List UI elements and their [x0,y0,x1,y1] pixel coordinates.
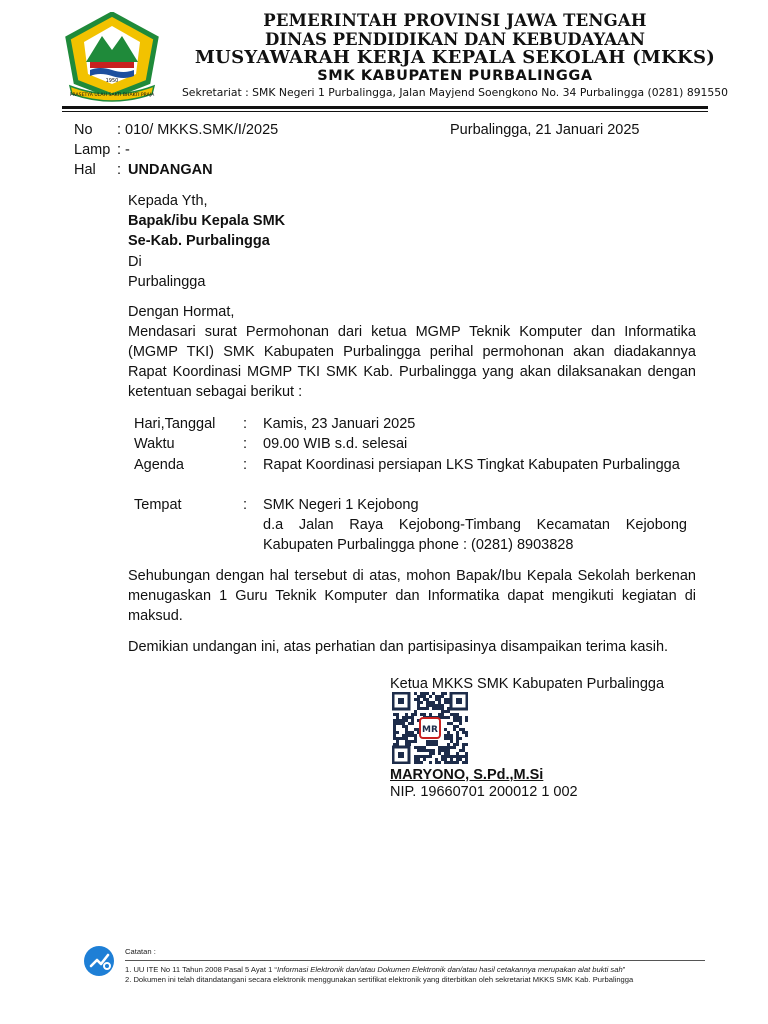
qr-module [417,749,420,752]
qr-module [417,761,420,764]
qr-module [444,755,447,758]
qr-module [453,743,456,746]
qr-module [456,725,459,728]
qr-module [444,701,447,704]
qr-module [444,716,447,719]
qr-module [411,731,414,734]
qr-module [426,698,429,701]
place-date: Purbalingga, 21 Januari 2025 [450,122,640,138]
qr-module [453,719,456,722]
detail-label-time: Waktu [134,436,175,452]
qr-module [405,725,408,728]
letterhead-address: Sekretariat : SMK Negeri 1 Purbalingga, Jalan Mayjend Soengkono No. 34 Purbalingga (0281) 891550 [181,86,729,99]
qr-module [402,725,405,728]
qr-module [444,737,447,740]
recipient-city: Purbalingga [128,274,206,290]
qr-module [438,698,441,701]
qr-module [414,737,417,740]
qr-module [405,719,408,722]
qr-module [426,740,429,743]
qr-module [426,749,429,752]
qr-module [426,743,429,746]
qr-module [441,746,444,749]
qr-module [417,755,420,758]
qr-module [447,755,450,758]
qr-module [405,734,408,737]
qr-module [429,701,432,704]
qr-module [432,740,435,743]
footer-rule [125,960,705,961]
qr-module [429,761,432,764]
signer-nip: NIP. 19660701 200012 1 002 [390,784,578,800]
qr-module [405,716,408,719]
qr-module [450,734,453,737]
qr-module [411,722,414,725]
recipient-greeting: Kepada Yth, [128,193,208,209]
qr-module [465,743,468,746]
qr-module [399,719,402,722]
qr-module [393,725,396,728]
qr-module [450,740,453,743]
qr-module [405,713,408,716]
qr-module [432,692,435,695]
detail-colon-time: : [243,436,248,452]
qr-module [462,761,465,764]
qr-module [402,722,405,725]
esign-icon [82,944,116,978]
qr-module [453,725,456,728]
qr-module [420,755,423,758]
qr-module [453,755,456,758]
qr-module [423,746,426,749]
qr-module [414,746,417,749]
qr-module [426,692,429,695]
qr-module [405,737,408,740]
qr-module [423,698,426,701]
qr-module [456,719,459,722]
qr-module [444,734,447,737]
qr-module [429,713,432,716]
qr-module [453,716,456,719]
qr-module [456,731,459,734]
qr-module [456,758,459,761]
qr-module [450,755,453,758]
qr-module [423,758,426,761]
qr-module [426,707,429,710]
qr-module [438,761,441,764]
logo-year: 1950 [105,78,119,84]
qr-module [435,740,438,743]
qr-module [465,761,468,764]
qr-module [408,722,411,725]
letterhead-rule-thick [62,106,708,109]
request-paragraph: Sehubungan dengan hal tersebut di atas, mohon Bapak/Ibu Kepala Sekolah berkenan menugaskan 1 Guru Teknik Komputer dan Informatika dapat mengikuti kegiatan di maksud. [128,568,696,624]
footer-note-1-prefix: 1. UU ITE No 11 Tahun 2008 Pasal 5 Ayat 1 “ [125,965,277,974]
hal-colon: : [117,162,122,178]
qr-module [393,734,396,737]
qr-module [402,737,405,740]
lamp-value: : - [117,142,130,158]
qr-module [393,737,396,740]
qr-module [423,695,426,698]
qr-module [459,716,462,719]
qr-module [414,740,417,743]
detail-colon-agenda: : [243,457,248,473]
qr-module [423,755,426,758]
qr-module [414,734,417,737]
footer-note-2: 2. Dokumen ini telah ditandatangani secara elektronik menggunakan sertifikat elektronik yang diterbitkan oleh sekretariat MKKS SMK Kab. Purbalingga [125,975,634,984]
qr-module [432,707,435,710]
signer-title: Ketua MKKS SMK Kabupaten Purbalingga [390,676,665,692]
qr-module [453,728,456,731]
qr-module [408,731,411,734]
qr-module [435,704,438,707]
qr-module [444,752,447,755]
qr-module [435,743,438,746]
qr-module [405,728,408,731]
intro-paragraph: Mendasari surat Permohonan dari ketua MGMP Teknik Komputer dan Informatika (MGMP TKI) SMK Kabupaten Purbalingga perihal permohonan akan diadakannya Rapat Koordinasi MGMP TKI SMK Kab. Purbalingga yang akan dilaksanakan dengan ketentuan sebagai berikut : [128,324,696,400]
qr-module [459,749,462,752]
qr-module [429,695,432,698]
qr-module [453,713,456,716]
qr-module [447,722,450,725]
qr-module [402,716,405,719]
qr-module [408,734,411,737]
qr-module [438,713,441,716]
qr-module [447,743,450,746]
salutation: Dengan Hormat, [128,304,235,320]
qr-module [441,758,444,761]
qr-module [408,716,411,719]
qr-module [438,701,441,704]
qr-module [426,701,429,704]
detail-value-date: Kamis, 23 Januari 2025 [263,416,416,432]
qr-module [396,737,399,740]
hal-value: UNDANGAN [128,162,213,178]
qr-module [459,722,462,725]
qr-module [432,701,435,704]
qr-module [456,743,459,746]
qr-module [417,695,420,698]
qr-module [447,761,450,764]
qr-module [420,701,423,704]
qr-module [456,761,459,764]
qr-module [465,731,468,734]
qr-module [444,761,447,764]
qr-module [444,746,447,749]
qr-module [435,707,438,710]
qr-code [392,692,468,764]
qr-module [429,740,432,743]
qr-module [441,704,444,707]
qr-module [456,737,459,740]
detail-colon-date: : [243,416,248,432]
qr-module [414,710,417,713]
detail-label-place: Tempat [134,497,182,513]
qr-module [447,716,450,719]
letterhead-rule-thin [62,111,708,112]
qr-module [414,755,417,758]
footer-note-1-italic: Informasi Elektronik dan/atau Dokumen Elektronik dan/atau hasil cetakannya merupakan alat bukti sah [276,965,623,974]
qr-module [441,692,444,695]
qr-module [459,755,462,758]
qr-module [435,695,438,698]
qr-module [456,716,459,719]
qr-module [393,728,396,731]
qr-module [414,758,417,761]
qr-module [417,746,420,749]
detail-value-place: SMK Negeri 1 Kejobong [263,497,419,513]
qr-module [441,707,444,710]
qr-module [441,755,444,758]
qr-module [450,746,453,749]
qr-center-logo: MR [422,725,438,735]
qr-module [453,761,456,764]
qr-module [450,737,453,740]
qr-module [423,713,426,716]
qr-module [438,695,441,698]
qr-module [465,734,468,737]
qr-module [444,692,447,695]
qr-module [456,734,459,737]
qr-module [432,749,435,752]
qr-module [393,722,396,725]
recipient-di: Di [128,254,142,270]
qr-module [450,761,453,764]
letterhead-line1: PEMERINTAH PROVINSI JAWA TENGAH [263,11,647,30]
qr-module [429,743,432,746]
qr-module [441,713,444,716]
lamp-label: Lamp [74,142,111,158]
qr-module [393,731,396,734]
qr-module [465,755,468,758]
qr-module [438,746,441,749]
qr-module [444,698,447,701]
qr-module [399,737,402,740]
recipient-name: Bapak/ibu Kepala SMK [128,213,286,229]
qr-module [405,731,408,734]
qr-module [447,731,450,734]
detail-value-time: 09.00 WIB s.d. selesai [263,436,408,452]
qr-module [393,719,396,722]
qr-module [417,758,420,761]
qr-module [438,749,441,752]
qr-module [411,740,414,743]
letterhead-line3: MUSYAWARAH KERJA KEPALA SEKOLAH (MKKS) [194,47,716,68]
letterhead-line2: DINAS PENDIDIKAN DAN KEBUDAYAAN [265,30,645,49]
provincial-logo [64,12,160,104]
qr-module [459,719,462,722]
qr-module [417,698,420,701]
qr-module [462,743,465,746]
qr-module [411,719,414,722]
qr-module [447,752,450,755]
qr-module [444,710,447,713]
qr-module [462,728,465,731]
detail-value-agenda: Rapat Koordinasi persiapan LKS Tingkat Kabupaten Purbalingga [263,457,680,473]
letterhead-line4: SMK KABUPATEN PURBALINGGA [317,68,593,84]
qr-module [417,704,420,707]
qr-module [405,740,408,743]
qr-module [465,752,468,755]
qr-module [441,695,444,698]
qr-module [438,707,441,710]
qr-module [438,752,441,755]
qr-module [402,719,405,722]
qr-module [453,746,456,749]
qr-module [462,731,465,734]
qr-module [435,761,438,764]
qr-module [432,743,435,746]
qr-module [396,740,399,743]
qr-module [423,707,426,710]
hal-label: Hal [74,162,96,178]
qr-module [420,761,423,764]
footer-heading: Catatan : [125,947,156,956]
qr-module [435,698,438,701]
qr-module [444,758,447,761]
recipient-area: Se-Kab. Purbalingga [128,233,270,249]
detail-colon-place: : [243,497,248,513]
qr-module [429,704,432,707]
qr-module [456,713,459,716]
qr-module [417,701,420,704]
qr-module [444,728,447,731]
qr-module [462,746,465,749]
qr-module [402,734,405,737]
qr-module [420,746,423,749]
qr-module [465,716,468,719]
qr-module [447,746,450,749]
qr-module [420,713,423,716]
qr-module [462,755,465,758]
qr-module [441,710,444,713]
qr-module [429,752,432,755]
qr-module [414,761,417,764]
qr-module [396,719,399,722]
qr-module [459,728,462,731]
qr-module [423,692,426,695]
qr-module [420,692,423,695]
qr-module [426,755,429,758]
qr-module [396,722,399,725]
qr-module [450,758,453,761]
qr-module [396,713,399,716]
qr-module [414,692,417,695]
qr-module [396,716,399,719]
qr-module [447,737,450,740]
signer-name: MARYONO, S.Pd.,M.Si [390,767,544,783]
closing-paragraph: Demikian undangan ini, atas perhatian dan partisipasinya disampaikan terima kasih. [128,639,669,655]
no-value: : 010/ MKKS.SMK/I/2025 [117,122,279,138]
qr-module [408,740,411,743]
detail-value-place-address: d.a Jalan Raya Kejobong-Timbang Kecamatan Kejobong Kabupaten Purbalingga phone : (0281) 8903828 [263,517,687,553]
qr-module [465,719,468,722]
qr-module [447,734,450,737]
qr-module [429,755,432,758]
footer-note-1-suffix: ” [622,965,626,974]
qr-module [456,755,459,758]
qr-module [396,731,399,734]
qr-module [423,749,426,752]
footer-note-1 [125,965,625,975]
qr-module [435,758,438,761]
qr-module [441,749,444,752]
qr-module [420,749,423,752]
qr-module [414,713,417,716]
qr-module [459,737,462,740]
qr-module [414,698,417,701]
qr-module [456,740,459,743]
qr-module [417,707,420,710]
qr-module [450,722,453,725]
qr-module [420,707,423,710]
qr-module [462,749,465,752]
qr-module [432,752,435,755]
detail-label-date: Hari,Tanggal [134,416,216,432]
logo-motto: PRASETYA ULAH SAKTI BHAKTI PRAJA [69,93,155,98]
qr-module [411,713,414,716]
qr-module [411,734,414,737]
qr-module [420,695,423,698]
qr-module [444,749,447,752]
qr-module [456,752,459,755]
qr-module [429,749,432,752]
qr-module [399,722,402,725]
qr-module [459,758,462,761]
qr-module [411,716,414,719]
detail-label-agenda: Agenda [134,457,184,473]
qr-module [450,713,453,716]
qr-module [414,728,417,731]
qr-module [393,713,396,716]
no-label: No [74,122,93,138]
qr-module [447,749,450,752]
qr-module [465,758,468,761]
qr-module [441,716,444,719]
qr-module [432,704,435,707]
qr-module [438,704,441,707]
qr-module [426,704,429,707]
